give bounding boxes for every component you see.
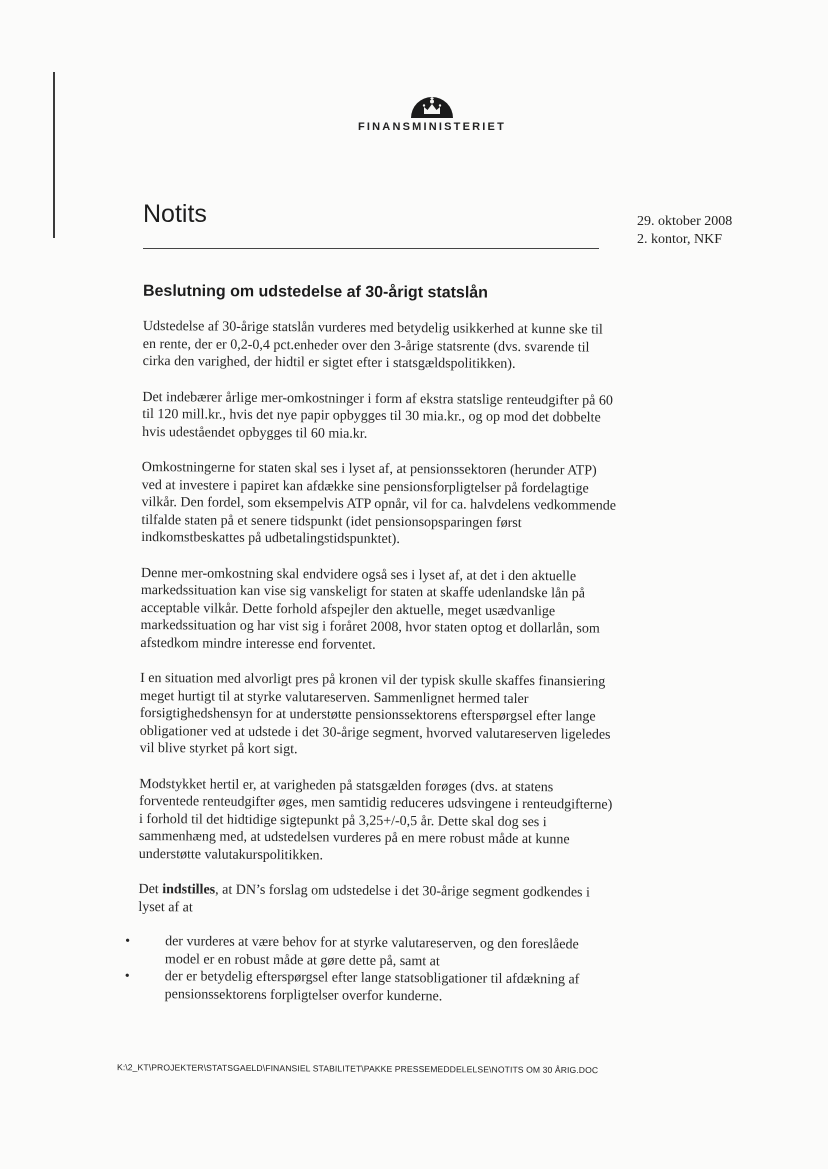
body-paragraph: Modstykket hertil er, at varigheden på statsgælden forøges (dvs. at statens forventede renteudgifter øges, men samtidig reduceres udsvingene i renteudgifterne) i forhold til det hidtidige sigtepunkt på 3,25+/-0,5 år. Dette skal dog ses i sammenhæng med, at udstedelsen vurderes på en mere robust måde at kunne understøtte valutakurspolitikken. [138, 776, 613, 863]
recommendation-keyword: indstilles [162, 882, 216, 898]
scan-margin-mark [53, 72, 55, 238]
list-item [124, 968, 613, 1007]
recommendation-prefix: Det [138, 881, 163, 898]
body-paragraph: I en situation med alvorligt pres på kronen vil der typisk skulle skaffes finansiering meget hurtigt til at styrke valutareserven. Sammenlignet hermed taler forsigtighedshensyn for at understøtte pensionssektorens efterspørgsel efter lange obligationer ved at udstede i det 30-årige segment, hvorved valutareserven ligeledes vil blive styrket på kort sigt. [139, 670, 611, 758]
file-path-footer: K:\2_KT\PROJEKTER\STATSGAELD\FINANSIEL STABILITET\PAKKE PRESSEMEDDELELSE\NOTITS OM 30 ÅRIG.DOC [116, 1062, 599, 1076]
heading-rule [143, 248, 599, 249]
recommendation-bullets [124, 933, 614, 1007]
document-title: Beslutning om udstedelse af 30-årigt statslån [142, 282, 489, 302]
body-paragraph: Omkostningerne for staten skal ses i lyset af, at pensionssektoren (herunder ATP) ved at investere i papiret kan afdække sine pensionsforpligtelser på fordelagtige vilkår. Den fordel, som eksempelvis ATP opnår, vil for ca. halvdelens vedkommende tilfalde staten på et senere tidspunkt (idet pensionsopsparingen først indkomstbeskattes på udbetalingstidspunktet). [141, 459, 617, 548]
body-paragraph: Denne mer-omkostning skal endvidere også ses i lyset af, at det i den aktuelle markedssituation kan vise sig vanskeligt for staten at skaffe udenlandske lån på acceptable vilkår. Dette forhold afspejler den aktuelle, meget usædvanlige markedssituation og har vist sig i foråret 2008, hvor staten optog et dollarlån, som afstedkom mindre interesse end forventet. [140, 565, 600, 653]
body-paragraph: Udstedelse af 30-årige statslån vurderes med betydelig usikkerhed at kunne ske til en rente, der er 0,2-0,4 pct.enheder over den 3-årige statsrente (dvs. svarende til cirka den varighed, der hidtil er sigtet efter i statsgældspolitikken). [142, 318, 603, 372]
recommendation-paragraph [138, 881, 613, 920]
bullet-icon: • [125, 933, 131, 949]
crown-emblem-icon [409, 88, 455, 118]
bullet-text: der vurderes at være behov for at styrke valutareserven, og den foreslåede model er en robust måde at gøre dette på, samt at [164, 934, 579, 969]
ministry-logo [352, 88, 512, 133]
recommendation-text: , at DN’s forslag om udstedelse i det 30-årige segment godkendes i lyset af at [138, 882, 590, 915]
document-type-heading: Notits [143, 200, 207, 228]
document-body [124, 318, 618, 1007]
office-reference: 2. kontor, NKF [637, 232, 722, 247]
list-item [125, 933, 613, 972]
document-date: 29. oktober 2008 [637, 214, 733, 229]
bullet-icon: • [124, 968, 130, 984]
document-meta [637, 213, 732, 249]
ministry-name: FINANSMINISTERIET [357, 121, 506, 133]
body-paragraph: Det indebærer årlige mer-omkostninger i form af ekstra statslige renteudgifter på 60 til 120 mill.kr., hvis det nye papir opbygges til 30 mia.kr., og op mod det dobbelte hvis udeståendet opbygges til 60 mia.kr. [142, 389, 613, 442]
bullet-text: der er betydelig efterspørgsel efter lange statsobligationer til afdækning af pensionssektorens forpligtelser overfor kunderne. [164, 969, 580, 1004]
